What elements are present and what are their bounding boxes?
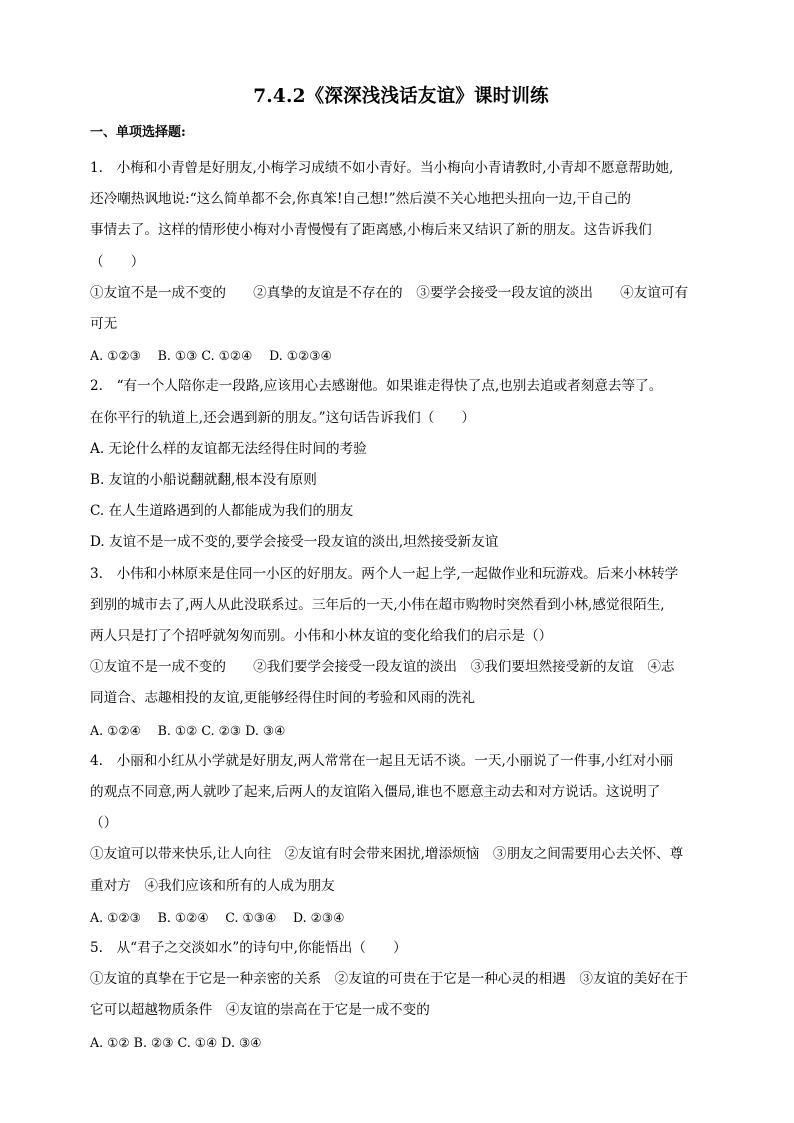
text-line: ①友谊不是一成不变的 ②真挚的友谊是不存在的 ③要学会接受一段友谊的淡出 ④友谊可有 [90,284,689,301]
text-line: 4. 小丽和小红从小学就是好朋友,两人常常在一起且无话不谈。一天,小丽说了一件事,小红对小丽 [90,752,674,769]
text-line: A. 无论什么样的友谊都无法经得住时间的考验 [90,440,367,457]
text-line: 的观点不同意,两人就吵了起来,后两人的友谊陷入僵局,谁也不愿意主动去和对方说话。这说明了 [90,784,661,801]
text-line: 在你平行的轨道上,还会遇到新的朋友。”这句话告诉我们（ ） [90,409,476,426]
text-line: B. 友谊的小船说翻就翻,根本没有原则 [90,472,317,489]
text-line: 同道合、志趣相投的友谊,更能够经得住时间的考验和风雨的洗礼 [90,690,475,707]
answer-options: A. ①②③ B. ①③ C. ①②④ D. ①②③④ [90,348,332,364]
answer-options: A. ①② B. ②③ C. ①④ D. ③④ [90,1034,262,1050]
text-line: D. 友谊不是一成不变的,要学会接受一段友谊的淡出,坦然接受新友谊 [90,534,499,551]
text-line: 到别的城市去了,两人从此没联系过。三年后的一天,小伟在超市购物时突然看到小林,感觉很陌生, [90,596,665,613]
text-line: ①友谊可以带来快乐,让人向往 ②友谊有时会带来困扰,增添烦恼 ③朋友之间需要用心去关怀、尊 [90,846,684,863]
text-line: 2. “有一个人陪你走一段路,应该用心去感谢他。如果谁走得快了点,也别去追或者刻意去等了。 [90,378,663,395]
section-heading: 一、单项选择题: [90,125,186,140]
text-line: 可无 [90,316,118,333]
text-line: 5. 从“君子之交淡如水”的诗句中,你能悟出（ ） [90,940,407,957]
text-line: 3. 小伟和小林原来是住同一小区的好朋友。两个人一起上学,一起做作业和玩游戏。后来小林转学 [90,565,679,582]
text-line: ①友谊的真挚在于它是一种亲密的关系 ②友谊的可贵在于它是一种心灵的相遇 ③友谊的美好在于 [90,971,689,988]
text-line: （） [90,815,118,832]
question-body [90,153,712,1058]
answer-options: A. ①②③ B. ①②④ C. ①③④ D. ②③④ [90,909,345,925]
document-title: 7.4.2《深深浅浅话友谊》课时训练 [253,86,549,107]
text-line: （ ） [90,253,145,270]
text-line: 两人只是打了个招呼就匆匆而别。小伟和小林友谊的变化给我们的启示是（） [90,628,553,645]
document-page [90,82,712,1058]
text-line: 它可以超越物质条件 ④友谊的崇高在于它是一成不变的 [90,1002,430,1019]
text-line: 1. 小梅和小青曾是好朋友,小梅学习成绩不如小青好。当小梅向小青请教时,小青却不愿意帮助她, [90,160,674,176]
text-line: 重对方 ④我们应该和所有的人成为朋友 [90,877,335,894]
text-line: 还冷嘲热讽地说:“这么简单都不会,你真笨!自己想!”然后漠不关心地把头扭向一边,干自己的 [90,191,632,208]
text-line: ①友谊不是一成不变的 ②我们要学会接受一段友谊的淡出 ③我们要坦然接受新的友谊 ④志 [90,659,675,676]
text-line: 事情去了。这样的情形使小梅对小青慢慢有了距离感,小梅后来又结识了新的朋友。这告诉我们 [90,222,652,239]
text-line: C. 在人生道路遇到的人都能成为我们的朋友 [90,503,354,520]
answer-options: A. ①②④ B. ①② C. ②③ D. ③④ [90,722,286,738]
